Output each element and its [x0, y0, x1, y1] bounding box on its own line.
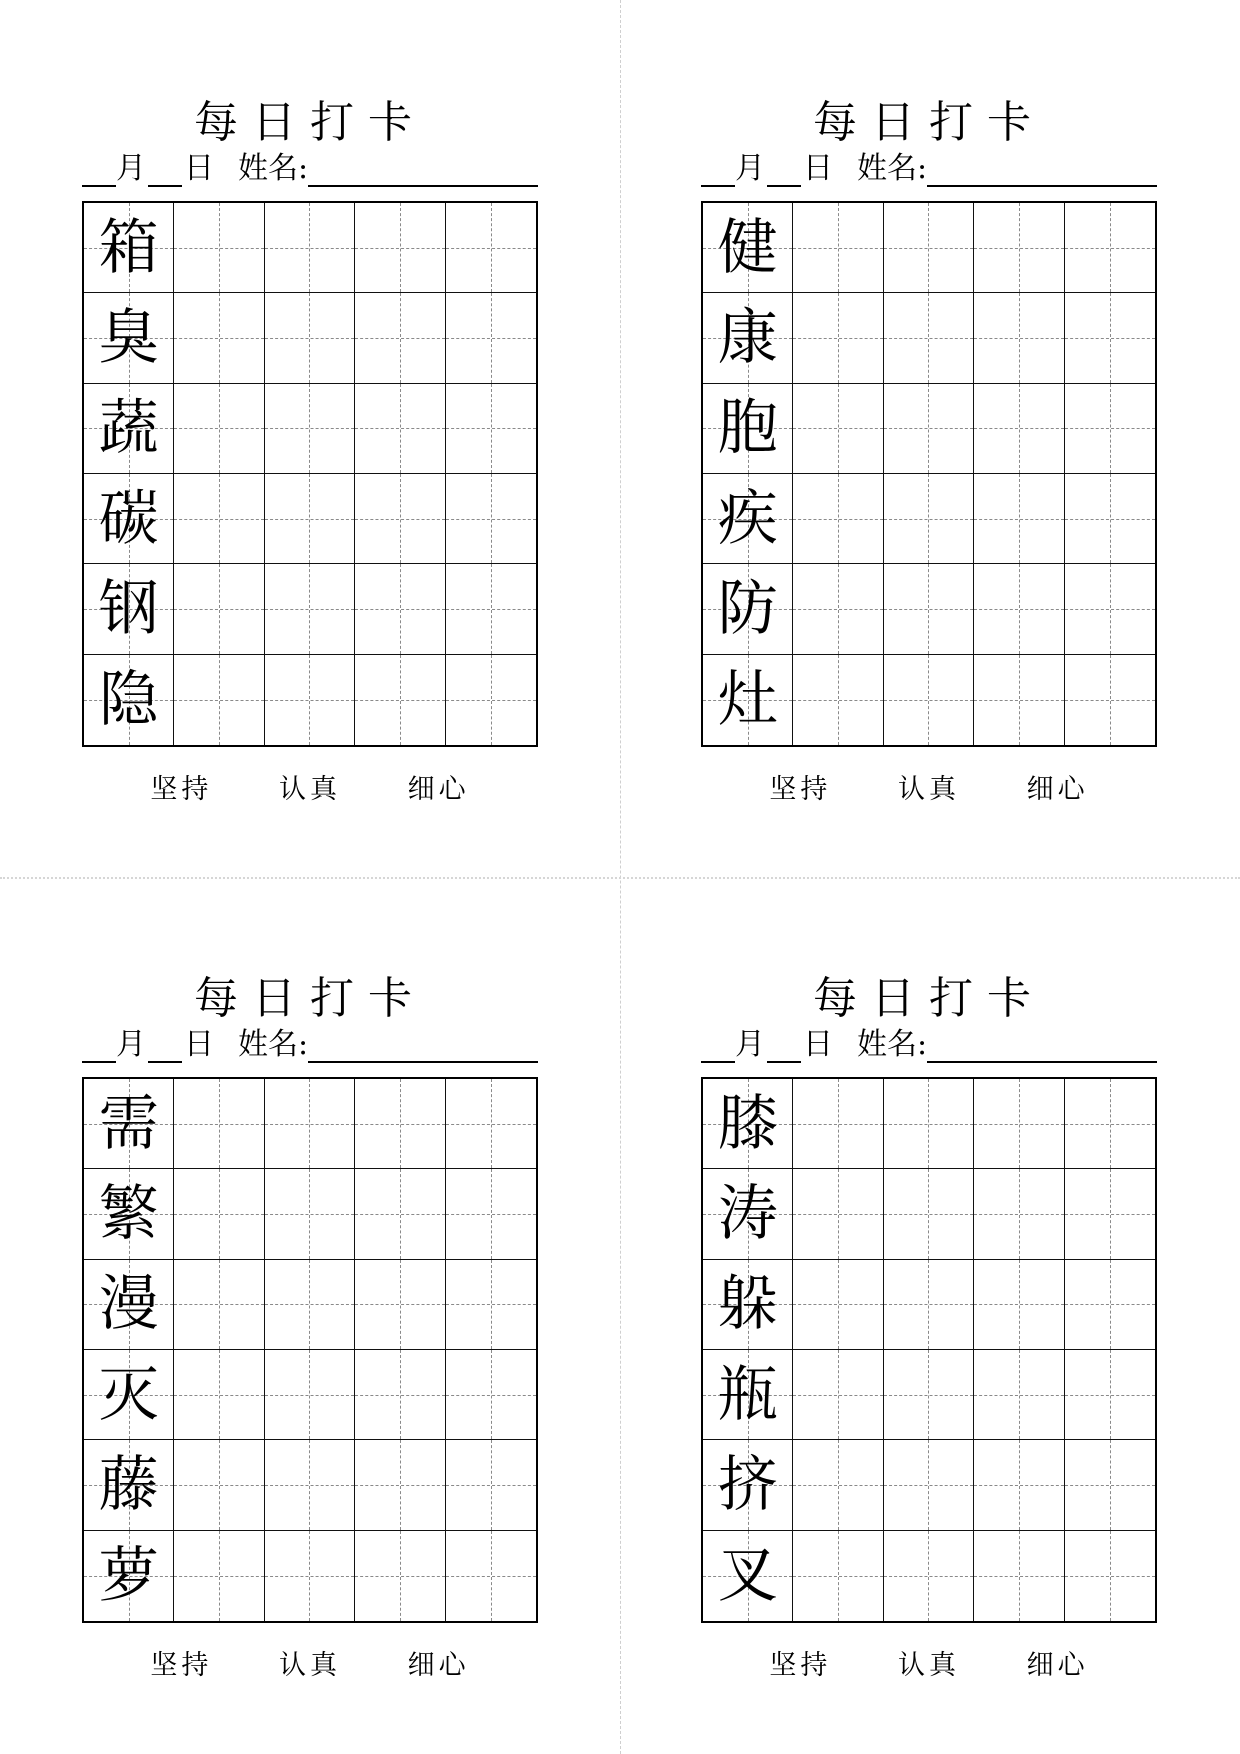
- practice-cell[interactable]: [265, 1440, 355, 1530]
- practice-cell[interactable]: [884, 384, 974, 474]
- practice-cell[interactable]: [174, 1350, 264, 1440]
- practice-cell[interactable]: [174, 564, 264, 654]
- model-character: 膝: [717, 1088, 778, 1159]
- practice-cell[interactable]: [793, 384, 883, 474]
- day-blank[interactable]: [767, 155, 801, 187]
- month-blank[interactable]: [701, 1031, 735, 1063]
- practice-cell[interactable]: [446, 1350, 536, 1440]
- practice-cell[interactable]: [1065, 1079, 1155, 1169]
- practice-cell[interactable]: [793, 564, 883, 654]
- motto-earnest: 认真: [898, 1650, 960, 1681]
- practice-cell[interactable]: [265, 1169, 355, 1259]
- practice-cell[interactable]: [174, 1169, 264, 1259]
- practice-cell[interactable]: [446, 474, 536, 564]
- page-cut-line-horizontal: [0, 877, 1240, 879]
- model-character: 漫: [98, 1269, 159, 1340]
- practice-cell[interactable]: [355, 1169, 445, 1259]
- model-character: 隐: [98, 664, 159, 735]
- practice-cell[interactable]: [793, 1079, 883, 1169]
- practice-cell[interactable]: [174, 1531, 264, 1621]
- name-blank[interactable]: [927, 155, 1157, 187]
- practice-cell[interactable]: [884, 1260, 974, 1350]
- motto: [82, 1643, 538, 1682]
- practice-cell[interactable]: [974, 1531, 1064, 1621]
- practice-cell[interactable]: [793, 1169, 883, 1259]
- model-character-cell: [84, 293, 174, 383]
- practice-cell[interactable]: [355, 203, 445, 293]
- practice-cell[interactable]: [265, 1260, 355, 1350]
- practice-cell[interactable]: [265, 1350, 355, 1440]
- practice-cell[interactable]: [793, 474, 883, 564]
- motto-persist: 坚持: [769, 774, 832, 805]
- model-character-cell: [703, 203, 793, 293]
- practice-cell[interactable]: [793, 1531, 883, 1621]
- practice-cell[interactable]: [1065, 1350, 1155, 1440]
- model-character-cell: [84, 1169, 174, 1259]
- practice-cell[interactable]: [1065, 1169, 1155, 1259]
- model-character-cell: [703, 1079, 793, 1169]
- model-character-cell: [84, 1531, 174, 1621]
- practice-cell[interactable]: [174, 1079, 264, 1169]
- practice-cell[interactable]: [793, 1260, 883, 1350]
- practice-cell[interactable]: [1065, 474, 1155, 564]
- practice-cell[interactable]: [355, 1440, 445, 1530]
- model-character-cell: [84, 384, 174, 474]
- practice-cell[interactable]: [355, 1531, 445, 1621]
- practice-cell[interactable]: [446, 384, 536, 474]
- practice-cell[interactable]: [1065, 655, 1155, 745]
- day-label: 日: [803, 1027, 833, 1062]
- model-character-cell: [84, 1440, 174, 1530]
- practice-cell[interactable]: [793, 1350, 883, 1440]
- model-character: 胞: [717, 393, 778, 464]
- practice-cell[interactable]: [974, 1079, 1064, 1169]
- month-label: 月: [735, 1027, 765, 1062]
- practice-cell[interactable]: [265, 655, 355, 745]
- model-character: 繁: [98, 1178, 159, 1249]
- practice-cell[interactable]: [1065, 293, 1155, 383]
- practice-cell[interactable]: [446, 655, 536, 745]
- model-character: 防: [717, 573, 778, 644]
- day-blank[interactable]: [148, 155, 182, 187]
- practice-cell[interactable]: [446, 203, 536, 293]
- month-blank[interactable]: [82, 1031, 116, 1063]
- model-character: 涛: [717, 1178, 778, 1249]
- name-label: 姓名:: [857, 1027, 928, 1062]
- motto: [701, 767, 1157, 806]
- model-character-cell: [703, 384, 793, 474]
- date-name-line: [701, 151, 1157, 187]
- practice-cell[interactable]: [174, 655, 264, 745]
- month-label: 月: [116, 151, 146, 186]
- date-name-line: [82, 1027, 538, 1063]
- practice-cell[interactable]: [974, 474, 1064, 564]
- model-character-cell: [84, 1260, 174, 1350]
- model-character: 萝: [98, 1540, 159, 1611]
- practice-cell[interactable]: [1065, 1531, 1155, 1621]
- practice-cell[interactable]: [446, 1079, 536, 1169]
- model-character: 灶: [717, 664, 778, 735]
- practice-cell[interactable]: [174, 474, 264, 564]
- practice-cell[interactable]: [265, 384, 355, 474]
- model-character: 需: [98, 1088, 159, 1159]
- practice-cell[interactable]: [793, 655, 883, 745]
- model-character-cell: [84, 474, 174, 564]
- motto-careful: 细心: [1026, 1650, 1089, 1681]
- practice-cell[interactable]: [974, 1260, 1064, 1350]
- practice-cell[interactable]: [446, 564, 536, 654]
- model-character-cell: [703, 1350, 793, 1440]
- practice-cell[interactable]: [446, 1531, 536, 1621]
- model-character-cell: [703, 1169, 793, 1259]
- practice-cell[interactable]: [265, 564, 355, 654]
- practice-cell[interactable]: [884, 293, 974, 383]
- month-blank[interactable]: [701, 155, 735, 187]
- name-label: 姓名:: [238, 151, 309, 186]
- practice-cell[interactable]: [446, 1440, 536, 1530]
- day-label: 日: [184, 1027, 214, 1062]
- practice-cell[interactable]: [1065, 564, 1155, 654]
- practice-cell[interactable]: [265, 293, 355, 383]
- practice-cell[interactable]: [355, 293, 445, 383]
- practice-cell[interactable]: [793, 1440, 883, 1530]
- date-name-line: [701, 1027, 1157, 1063]
- model-character: 蔬: [98, 393, 159, 464]
- practice-cell[interactable]: [974, 1350, 1064, 1440]
- practice-cell[interactable]: [974, 1169, 1064, 1259]
- date-name-line: [82, 151, 538, 187]
- practice-cell[interactable]: [265, 1531, 355, 1621]
- name-label: 姓名:: [238, 1027, 309, 1062]
- practice-cell[interactable]: [793, 203, 883, 293]
- model-character: 碳: [98, 483, 159, 554]
- name-blank[interactable]: [308, 155, 538, 187]
- day-blank[interactable]: [767, 1031, 801, 1063]
- practice-cell[interactable]: [174, 1260, 264, 1350]
- practice-cell[interactable]: [884, 1169, 974, 1259]
- motto: [82, 767, 538, 806]
- model-character: 藤: [98, 1449, 159, 1520]
- practice-cell[interactable]: [974, 384, 1064, 474]
- practice-cell[interactable]: [884, 203, 974, 293]
- practice-cell[interactable]: [265, 203, 355, 293]
- practice-cell[interactable]: [355, 384, 445, 474]
- practice-cell[interactable]: [1065, 1440, 1155, 1530]
- practice-cell[interactable]: [884, 474, 974, 564]
- practice-cell[interactable]: [974, 203, 1064, 293]
- model-character-cell: [84, 203, 174, 293]
- practice-cell[interactable]: [884, 1350, 974, 1440]
- practice-cell[interactable]: [974, 564, 1064, 654]
- model-character-cell: [703, 293, 793, 383]
- model-character: 疾: [717, 483, 778, 554]
- practice-cell[interactable]: [355, 564, 445, 654]
- motto: [701, 1643, 1157, 1682]
- model-character-cell: [703, 564, 793, 654]
- card-title: 每日打卡: [194, 97, 426, 148]
- model-character-cell: [703, 655, 793, 745]
- model-character-cell: [703, 474, 793, 564]
- model-character: 叉: [717, 1540, 778, 1611]
- practice-cell[interactable]: [974, 655, 1064, 745]
- day-label: 日: [184, 151, 214, 186]
- practice-cell[interactable]: [1065, 203, 1155, 293]
- card-title: 每日打卡: [194, 973, 426, 1024]
- model-character: 瓶: [717, 1359, 778, 1430]
- model-character: 康: [717, 302, 778, 373]
- model-character: 躲: [717, 1269, 778, 1340]
- practice-cell[interactable]: [174, 1440, 264, 1530]
- writing-grid: [82, 201, 538, 747]
- practice-cell[interactable]: [174, 203, 264, 293]
- model-character-cell: [84, 1350, 174, 1440]
- model-character-cell: [84, 655, 174, 745]
- motto-earnest: 认真: [279, 1650, 341, 1681]
- model-character: 健: [717, 212, 778, 283]
- practice-cell[interactable]: [974, 293, 1064, 383]
- model-character-cell: [703, 1440, 793, 1530]
- month-blank[interactable]: [82, 155, 116, 187]
- motto-careful: 细心: [1026, 774, 1089, 805]
- practice-cell[interactable]: [265, 1079, 355, 1169]
- practice-cell[interactable]: [446, 293, 536, 383]
- writing-grid: [701, 201, 1157, 747]
- name-blank[interactable]: [308, 1031, 538, 1063]
- writing-grid: [701, 1077, 1157, 1623]
- model-character-cell: [84, 1079, 174, 1169]
- practice-cell[interactable]: [1065, 1260, 1155, 1350]
- model-character-cell: [703, 1531, 793, 1621]
- practice-cell[interactable]: [355, 1350, 445, 1440]
- motto-earnest: 认真: [898, 774, 960, 805]
- day-blank[interactable]: [148, 1031, 182, 1063]
- practice-cell[interactable]: [355, 1260, 445, 1350]
- motto-careful: 细心: [407, 1650, 470, 1681]
- name-blank[interactable]: [927, 1031, 1157, 1063]
- motto-persist: 坚持: [150, 1650, 213, 1681]
- practice-cell[interactable]: [1065, 384, 1155, 474]
- motto-persist: 坚持: [769, 1650, 832, 1681]
- practice-cell[interactable]: [446, 1260, 536, 1350]
- card-title: 每日打卡: [813, 973, 1045, 1024]
- practice-cell[interactable]: [355, 474, 445, 564]
- model-character: 钢: [98, 573, 159, 644]
- motto-careful: 细心: [407, 774, 470, 805]
- practice-cell[interactable]: [355, 655, 445, 745]
- practice-cell[interactable]: [446, 1169, 536, 1259]
- practice-cell[interactable]: [174, 384, 264, 474]
- month-label: 月: [116, 1027, 146, 1062]
- practice-cell[interactable]: [265, 474, 355, 564]
- model-character: 臭: [98, 302, 159, 373]
- card-title: 每日打卡: [813, 97, 1045, 148]
- model-character: 箱: [98, 212, 159, 283]
- model-character: 灭: [98, 1359, 159, 1430]
- day-label: 日: [803, 151, 833, 186]
- writing-grid: [82, 1077, 538, 1623]
- practice-cell[interactable]: [884, 1440, 974, 1530]
- practice-cell[interactable]: [884, 1531, 974, 1621]
- month-label: 月: [735, 151, 765, 186]
- model-character-cell: [703, 1260, 793, 1350]
- model-character: 挤: [717, 1449, 778, 1520]
- practice-cell[interactable]: [884, 1079, 974, 1169]
- practice-cell[interactable]: [174, 293, 264, 383]
- name-label: 姓名:: [857, 151, 928, 186]
- motto-earnest: 认真: [279, 774, 341, 805]
- motto-persist: 坚持: [150, 774, 213, 805]
- practice-cell[interactable]: [793, 293, 883, 383]
- practice-cell[interactable]: [974, 1440, 1064, 1530]
- model-character-cell: [84, 564, 174, 654]
- practice-cell[interactable]: [884, 564, 974, 654]
- practice-cell[interactable]: [355, 1079, 445, 1169]
- practice-cell[interactable]: [884, 655, 974, 745]
